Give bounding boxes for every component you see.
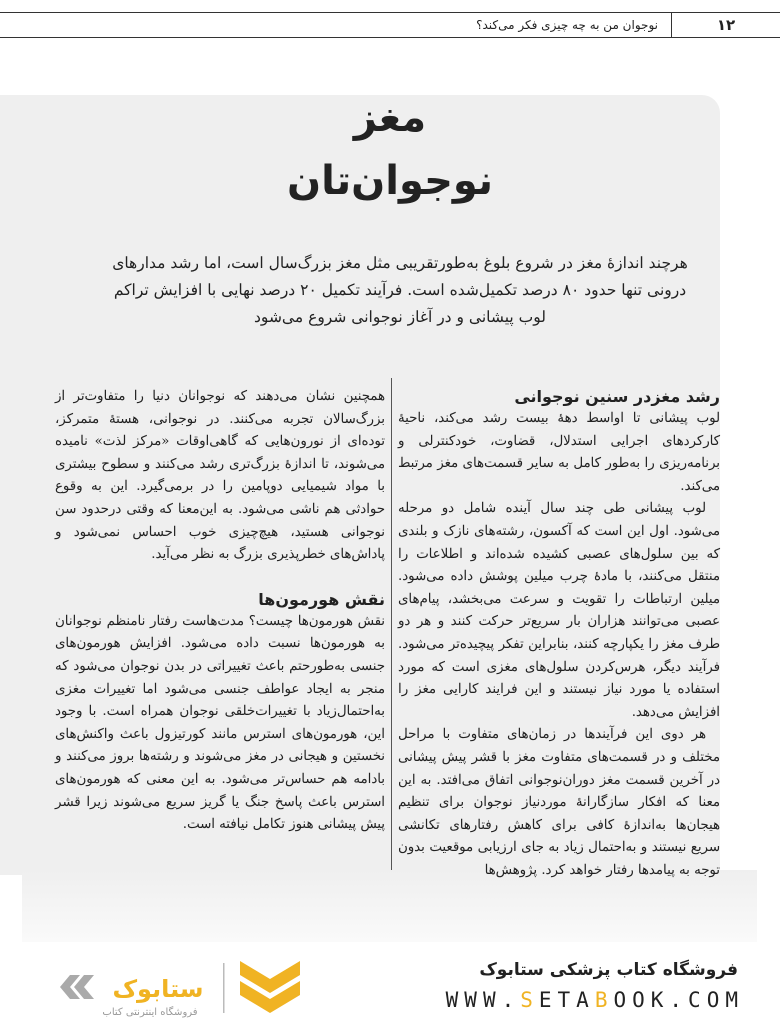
page-title-line1: مغز [353, 95, 427, 141]
running-title: نوجوان من به چه چیزی فکر می‌کند؟ [476, 18, 658, 32]
column-divider [391, 378, 392, 870]
chevron-logo-icon [40, 955, 310, 1020]
paragraph: نقش هورمون‌ها چیست؟ مدت‌هاست رفتار نامنظم نوجوانان به هورمون‌ها نسبت داده می‌شود. افزایش هورمون‌های جنسی به‌طورحتم باعث تغییراتی در بدن نوجوان می‌شود که منجر به ایجاد عواطف جنسی می‌شود اما تغییرات مغزی به‌احتمال‌زیاد با تغییرات‌خلقی نوجوان همراه است. با وجود این، هورمون‌های استرس مانند کورتیزول باعث واکنش‌های نخستین و هیجانی در مغز می‌شوند و رشته‌ها بروز می‌کنند و بادامه هم حساس‌تر می‌شود. به این معنی که هورمون‌های استرس باعث پاسخ جنگ یا گریز سریع می‌شوند زیرا قشر پیش پیشانی هنوز تکامل نیافته است. [55, 613, 385, 833]
page-title-line2: نوجوان‌تان [286, 158, 494, 204]
right-column [398, 386, 720, 882]
url-part-accent: B [594, 988, 614, 1012]
logo-text: ستابوک [112, 975, 204, 1003]
store-url[interactable] [446, 988, 744, 1012]
url-part: WWW. [445, 988, 521, 1012]
page-number: ۱۲ [671, 13, 780, 37]
running-header [0, 12, 780, 38]
paragraph: هر دوی این فرآیندها در زمان‌های متفاوت با مراحل مختلف و در قسمت‌های متفاوت مغز با قشر پیش پیشانی در آخرین قسمت مغز دوران‌نوجوانی اتفاق می‌افتد. به این معنا که افکار سازگارانهٔ موردنیاز نوجوان برای تنظیم هیجان‌ها به‌اندازهٔ کافی برای کاهش رفتارهای تکانشی سریع نیستند و به‌احتمال زیاد به جای ارزیابی موقعیت بدون توجه به پیامدها رفتار خواهد کرد. پژوهش‌ها [398, 727, 720, 878]
paragraph: لوب پیشانی طی چند سال آینده شامل دو مرحله می‌شود. اول این است که آکسون، رشته‌های نازک و بلندی که بین سلول‌های عصبی کشیده شده‌اند و اطلاعات را منتقل می‌کنند، با مادهٔ چرب میلین پوشش داده می‌شود. میلین ارتباطات را تقویت و سرعت می‌بخشد، پیام‌های عصبی می‌توانند هزاران بار سریع‌تر حرکت کنند و هر دو طرف مغز را یکپارچه کنند، بنابراین تفکر پیچیده‌تر می‌شود. فرآیند دیگر، هرس‌کردن سلول‌های مغزی است که مورد استفاده یا مورد نیاز نیستند و این فرایند کارایی مغز را افزایش می‌دهد. [398, 501, 720, 720]
left-column [55, 386, 385, 837]
url-part: OOK.COM [613, 988, 744, 1012]
url-part: ETA [538, 988, 595, 1012]
logo-subtitle: فروشگاه اینترنتی کتاب [102, 1007, 198, 1018]
url-part-accent: S [520, 988, 539, 1012]
store-name: فروشگاه کتاب پزشکی ستابوک [479, 960, 738, 980]
intro-paragraph: هرچند اندازهٔ مغز در شروع بلوغ به‌طورتقریبی مثل مغز بزرگ‌سال است، اما رشد مدارهای درونی تنها حدود ۸۰ درصد تکمیل‌شده است. فرآیند تکمیل ۲۰ درصد نهایی با افزایش تراکم لوب پیشانی و در آغاز نوجوانی شروع می‌شود [112, 254, 688, 326]
paragraph: لوب پیشانی تا اواسط دههٔ بیست رشد می‌کند، ناحیهٔ کارکردهای اجرایی استدلال، قضاوت، خودکنترلی و برنامه‌ریزی را به‌طور کامل به سایر قسمت‌های مغز مرتبط می‌کند. [398, 411, 720, 494]
section-heading-hormones: نقش هورمون‌ها [258, 589, 385, 609]
section-heading-brain-growth: رشد مغزدر سنین نوجوانی [514, 387, 720, 406]
paragraph: همچنین نشان می‌دهند که نوجوانان دنیا را متفاوت‌تر از بزرگ‌سالان تجربه می‌کنند. در نوجوانی، هستهٔ متمرکز، توده‌ای از نورون‌هایی که گاهی‌اوقات «مرکز لذت» نامیده می‌شوند، تا اندازهٔ بزرگ‌تری رشد می‌کنند و سطوح بیشتری با مواد شیمیایی دوپامین را در برمی‌گیرد. این به وقوع حوادثی هم ناشی می‌شود. به این‌معنا که وقتی درحدود سن نوجوانی هستید، هیچ‌چیزی خوب احساس نمی‌شود و پاداش‌های خطرپذیری بزرگ به نظر می‌آید. [55, 389, 385, 563]
setabook-logo [40, 955, 310, 1020]
